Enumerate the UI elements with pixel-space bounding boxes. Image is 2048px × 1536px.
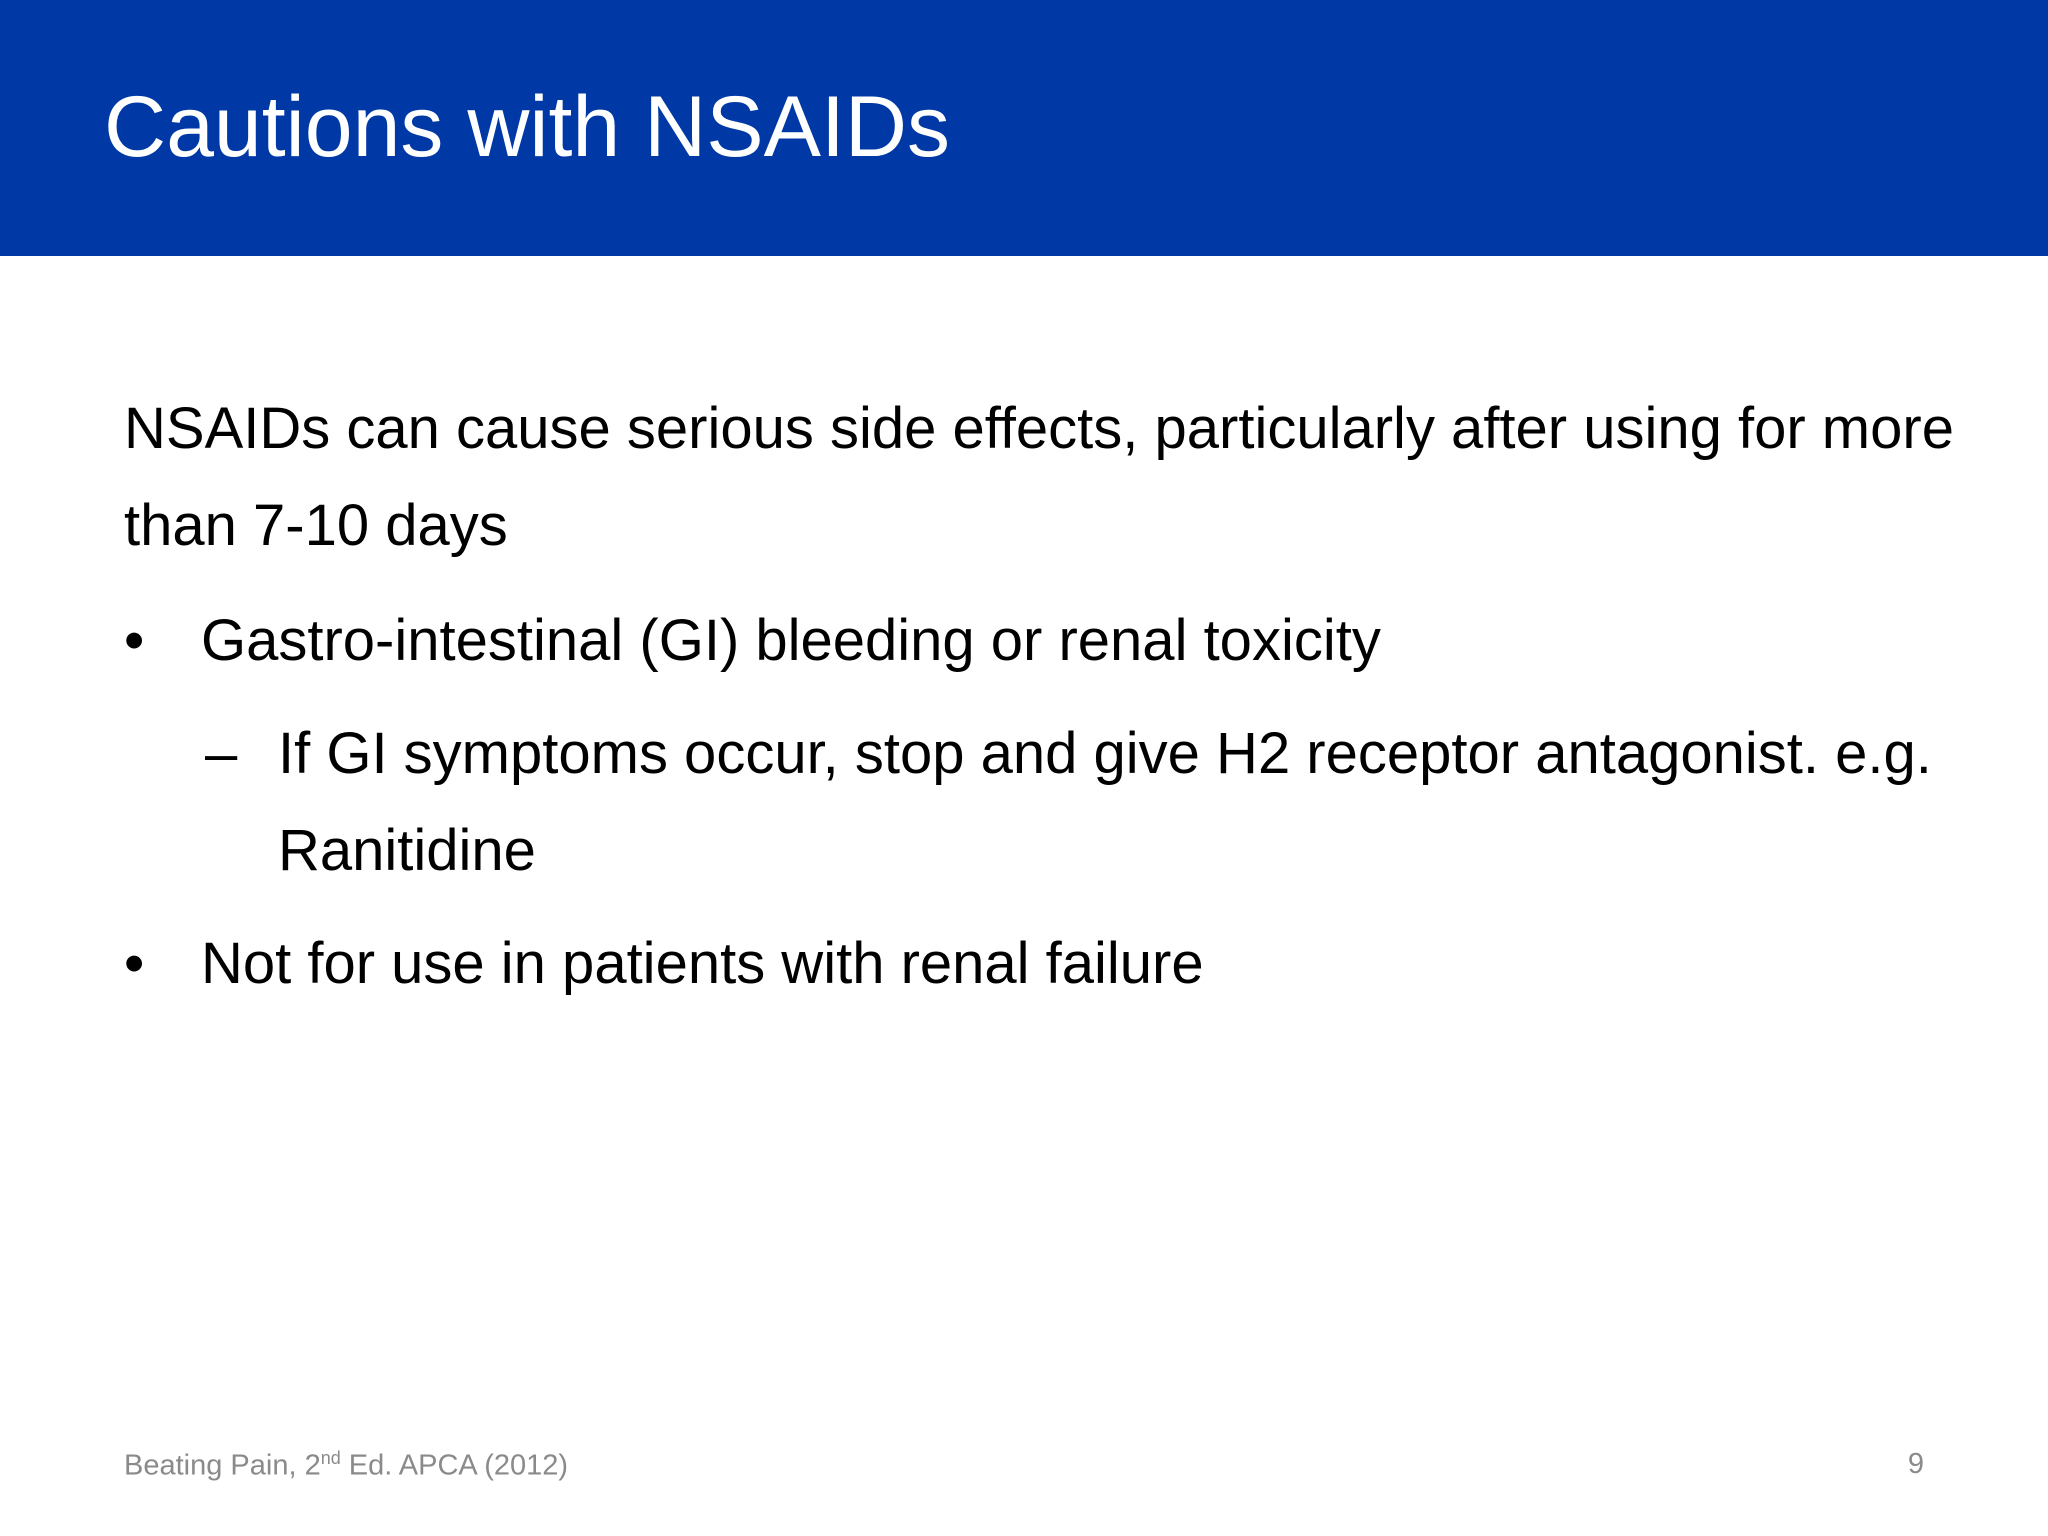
footer-source bbox=[124, 1448, 568, 1483]
bullet-item bbox=[124, 915, 1954, 1012]
page-number: 9 bbox=[1907, 1448, 1924, 1480]
slide-body bbox=[124, 380, 1954, 1028]
sub-bullet-list bbox=[201, 705, 1954, 899]
bullet-text: Gastro-intestinal (GI) bleeding or renal toxicity bbox=[201, 608, 1381, 673]
sub-bullet-dash-icon: – bbox=[205, 721, 238, 786]
sub-bullet-text: If GI symptoms occur, stop and give H2 receptor antagonist. e.g. Ranitidine bbox=[278, 721, 1932, 883]
sub-bullet-item bbox=[201, 705, 1954, 899]
bullet-dot-icon: • bbox=[124, 931, 145, 996]
bullet-dot-icon: • bbox=[124, 608, 145, 673]
footer-source-sup: nd bbox=[320, 1448, 341, 1468]
bullet-text: Not for use in patients with renal failure bbox=[201, 931, 1204, 996]
footer-source-suffix: Ed. APCA (2012) bbox=[340, 1449, 569, 1482]
intro-text: NSAIDs can cause serious side effects, particularly after using for more than 7-10 days bbox=[124, 396, 1954, 558]
bullet-list bbox=[124, 592, 1954, 1012]
bullet-item bbox=[124, 592, 1954, 899]
title-bar bbox=[0, 0, 2048, 256]
slide-title: Cautions with NSAIDs bbox=[104, 79, 950, 175]
footer-source-prefix: Beating Pain, 2 bbox=[124, 1449, 321, 1482]
